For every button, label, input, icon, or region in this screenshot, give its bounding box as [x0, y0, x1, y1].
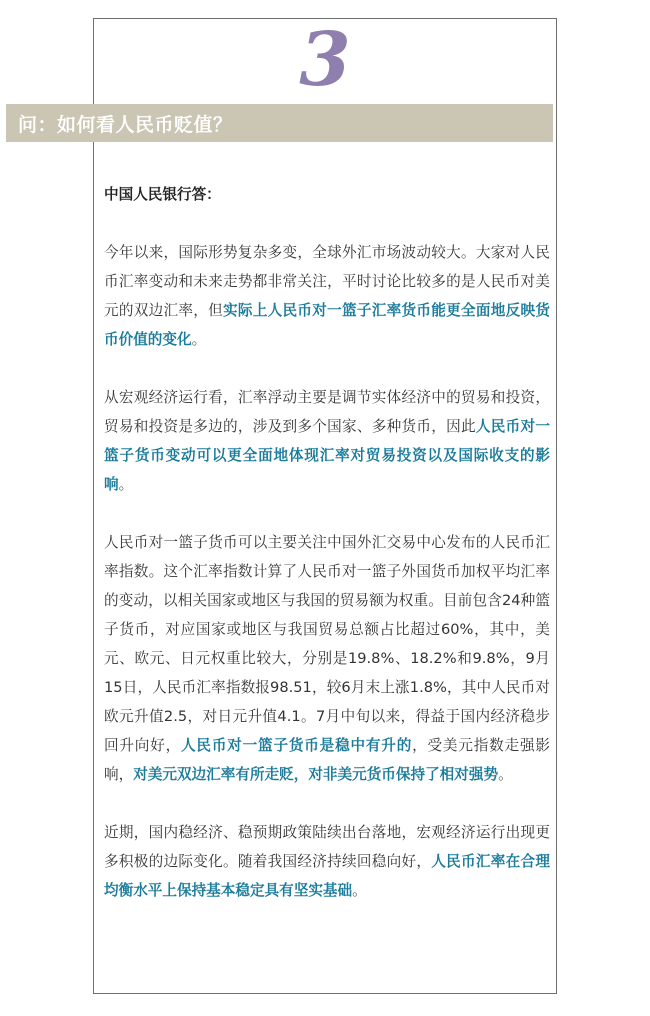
highlighted-text: 人民币对一篮子货币是稳中有升的 — [181, 737, 413, 754]
speaker-label: 中国人民银行答： — [104, 186, 221, 203]
body-text: 。 — [118, 476, 134, 493]
section-number: 3 — [299, 17, 351, 103]
body-text: 近期，国内稳经济、稳预期政策陆续出台落地，宏观经济运行出现更多积极的边际变化。随着我国经济持续回稳向好， — [104, 824, 550, 870]
question-banner — [6, 104, 553, 142]
answer-paragraphs — [104, 238, 550, 905]
answer-paragraph — [104, 818, 550, 905]
body-text: ，受美元指数走强影响， — [104, 737, 550, 783]
body-text: 。 — [191, 331, 207, 348]
answer-paragraph — [104, 383, 550, 499]
body-text: 。 — [498, 766, 513, 783]
answer-paragraph — [104, 528, 550, 789]
highlighted-text: 人民币对一篮子货币变动可以更全面地体现汇率对贸易投资以及国际收支的影响 — [104, 418, 550, 493]
question-title: 问：如何看人民币贬值？ — [18, 113, 233, 136]
answer-paragraph — [104, 238, 550, 354]
body-text: 。 — [352, 882, 367, 899]
highlighted-text: 实际上人民币对一篮子汇率货币能更全面地反映货币价值的变化 — [104, 302, 550, 348]
highlighted-text: 人民币汇率在合理均衡水平上保持基本稳定具有坚实基础 — [104, 853, 550, 899]
body-text: 从宏观经济运行看，汇率浮动主要是调节实体经济中的贸易和投资，贸易和投资是多边的，涉及到多个国家、多种货币，因此 — [104, 389, 550, 435]
body-text: 人民币对一篮子货币可以主要关注中国外汇交易中心发布的人民币汇率指数。这个汇率指数计算了人民币对一篮子外国货币加权平均汇率的变动，以相关国家或地区与我国的贸易额为权重。目前包含24种篮子货币，对应国家或地区与我国贸易总额占比超过60%，其中，美元、欧元、日元权重比较大，分别是19.8%、18.2%和9.8%，9月15日，人民币汇率指数报98.51，较6月末上涨1.8%，其中人民币对欧元升值2.5，对日元升值4.1。7月中旬以来，得益于国内经济稳步回升向好， — [104, 534, 550, 754]
highlighted-text: 对美元双边汇率有所走贬，对非美元货币保持了相对强势 — [133, 766, 499, 783]
body-text: 今年以来，国际形势复杂多变，全球外汇市场波动较大。大家对人民币汇率变动和未来走势都非常关注，平时讨论比较多的是人民币对美元的双边汇率，但 — [104, 244, 550, 319]
answer-body — [104, 180, 550, 934]
